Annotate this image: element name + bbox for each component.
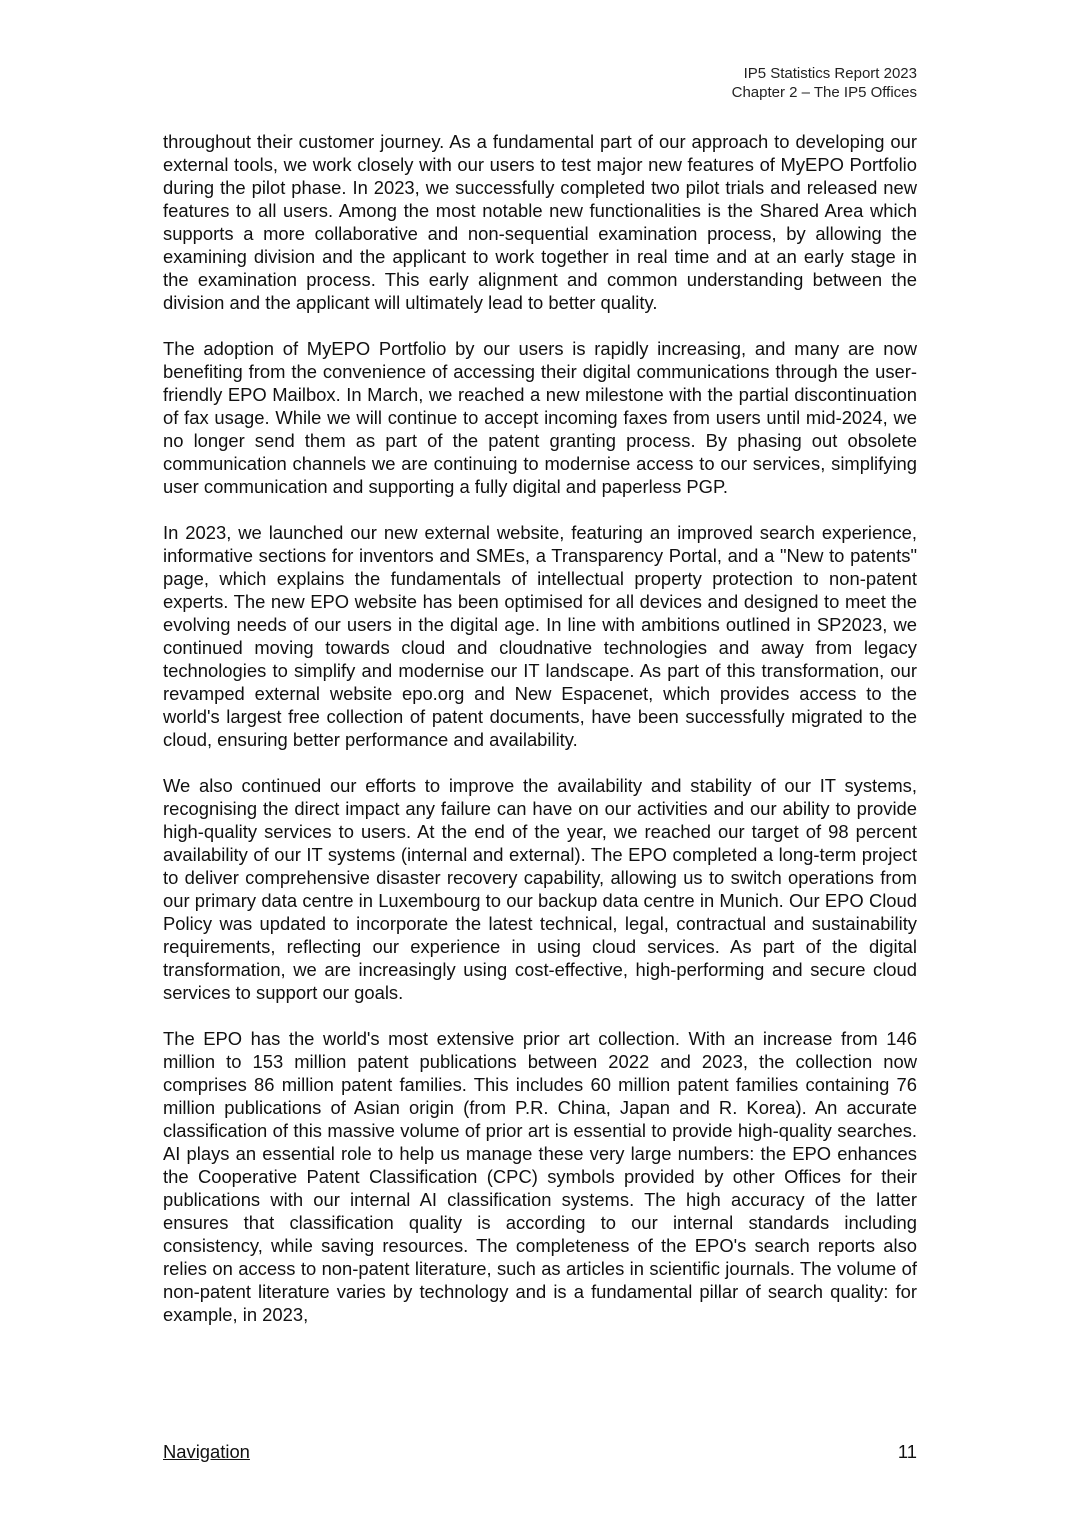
page-header xyxy=(732,64,917,102)
page-footer xyxy=(163,1440,917,1463)
report-title: IP5 Statistics Report 2023 xyxy=(743,65,917,82)
page-number: 11 xyxy=(897,1441,917,1462)
paragraph-external-website: In 2023, we launched our new external website, featuring an improved search experience, informative sections for inventors and SMEs, a Transparency Portal, and a "New to patents" page, which explains the fundamentals of intellectual property protection to non-patent experts. The new EPO website has been optimised for all devices and designed to meet the evolving needs of our users in the digital age. In line with ambitions outlined in SP2023, we continued moving towards cloud and cloudnative technologies and away from legacy technologies to simplify and modernise our IT landscape. As part of this transformation, our revamped external website epo.org and New Espacenet, which provides access to the world's largest free collection of patent documents, have been successfully migrated to the cloud, ensuring better performance and availability. xyxy=(163,522,917,750)
body-text xyxy=(163,130,917,1349)
navigation-link[interactable]: Navigation xyxy=(163,1441,250,1462)
paragraph-prior-art: The EPO has the world's most extensive prior art collection. With an increase from 146 million to 153 million patent publications between 2022 and 2023, the collection now comprises 86 million patent families. This includes 60 million patent families containing 76 million publications of Asian origin (from P.R. China, Japan and R. Korea). An accurate classification of this massive volume of prior art is essential to provide high-quality searches. AI plays an essential role to help us manage these very large numbers: the EPO enhances the Cooperative Patent Classification (CPC) symbols provided by other Offices for their publications with our internal AI classification systems. The high accuracy of the latter ensures that classification quality is according to our internal standards including consistency, while saving resources. The completeness of the EPO's search reports also relies on access to non-patent literature, such as articles in scientific journals. The volume of non-patent literature varies by technology and is a fundamental pillar of search quality: for example, in 2023, xyxy=(163,1028,917,1325)
paragraph-it-availability: We also continued our efforts to improve the availability and stability of our IT systems, recognising the direct impact any failure can have on our activities and our ability to provide high-quality services to users. At the end of the year, we reached our target of 98 percent availability of our IT systems (internal and external). The EPO completed a long-term project to deliver comprehensive disaster recovery capability, allowing us to switch operations from our primary data centre in Luxembourg to our backup data centre in Munich. Our EPO Cloud Policy was updated to incorporate the latest technical, legal, contractual and sustainability requirements, reflecting our experience in using cloud services. As part of the digital transformation, we are increasingly using cost-effective, high-performing and secure cloud services to support our goals. xyxy=(163,775,917,1003)
paragraph-myepo-adoption: The adoption of MyEPO Portfolio by our users is rapidly increasing, and many are now benefiting from the convenience of accessing their digital communications through the user-friendly EPO Mailbox. In March, we reached a new milestone with the partial discontinuation of fax usage. While we will continue to accept incoming faxes from users until mid-2024, we no longer send them as part of the patent granting process. By phasing out obsolete communication channels we are continuing to modernise access to our services, simplifying user communication and supporting a fully digital and paperless PGP. xyxy=(163,338,917,497)
chapter-title: Chapter 2 – The IP5 Offices xyxy=(731,84,917,101)
paragraph-customer-journey: throughout their customer journey. As a fundamental part of our approach to developing our external tools, we work closely with our users to test major new features of MyEPO Portfolio during the pilot phase. In 2023, we successfully completed two pilot trials and released new features to all users. Among the most notable new functionalities is the Shared Area which supports a more collaborative and non-sequential examination process, by allowing the examining division and the applicant to work together in real time and at an early stage in the examination process. This early alignment and common understanding between the division and the applicant will ultimately lead to better quality. xyxy=(163,131,917,313)
